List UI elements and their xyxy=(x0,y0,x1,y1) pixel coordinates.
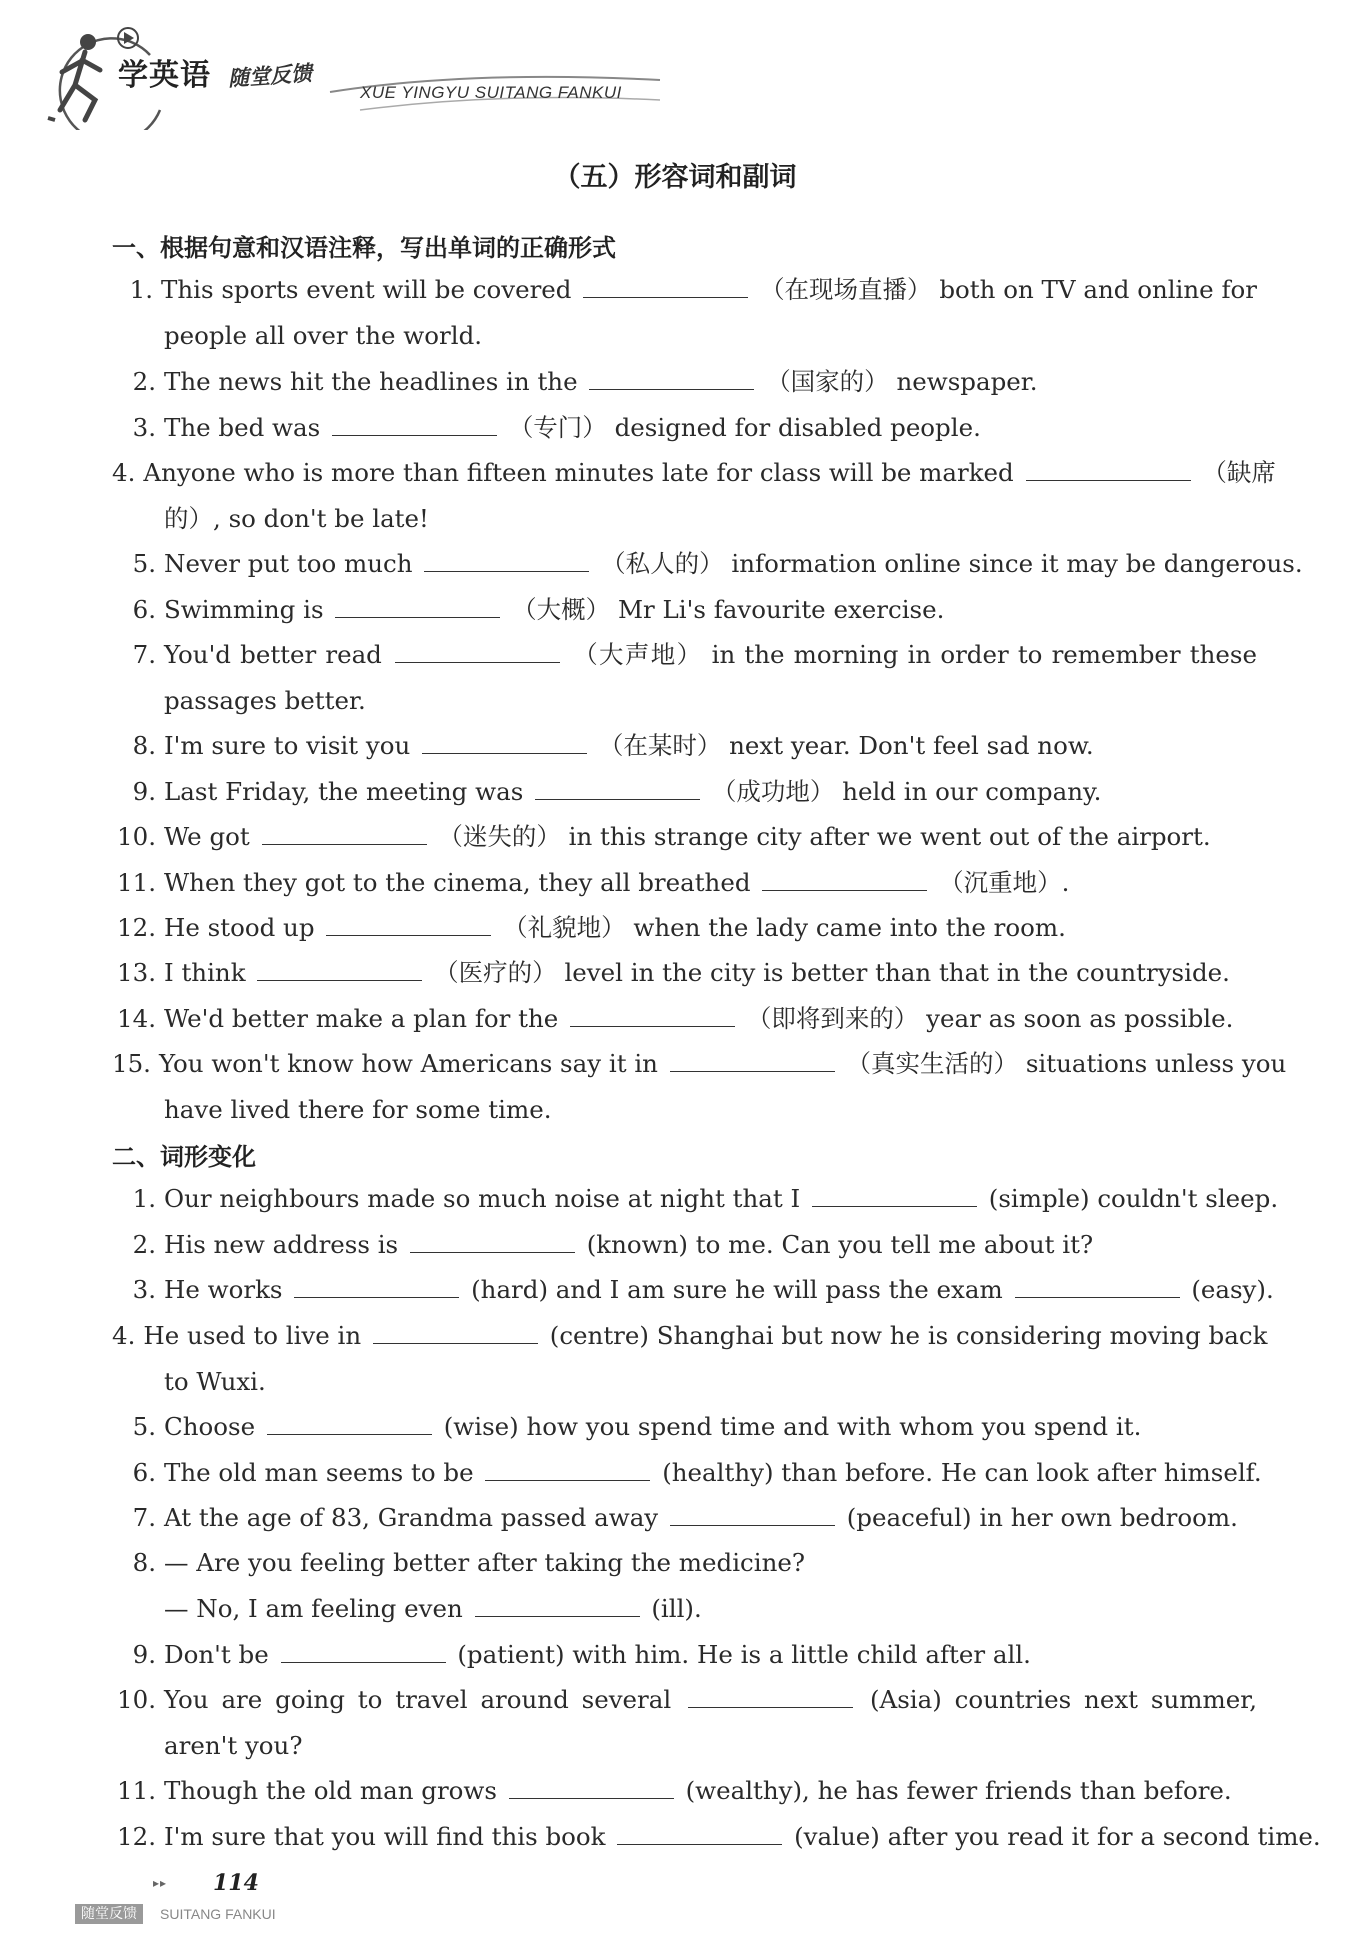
list-item: 8. I'm sure to visit you （在某时） next year. Don't feel sad now. xyxy=(132,731,1094,760)
answer-blank[interactable] xyxy=(589,369,754,390)
list-item: 8. — Are you feeling better after taking the medicine? — No, I am feeling even (ill). xyxy=(132,1548,806,1623)
list-item: 4. Anyone who is more than fifteen minutes late for class will be marked （缺席 的）, so don't be late! xyxy=(112,458,1276,533)
page-header xyxy=(0,0,1350,130)
answer-blank[interactable] xyxy=(762,870,927,891)
answer-blank[interactable] xyxy=(410,1232,575,1253)
list-item: 9. Don't be (patient) with him. He is a little child after all. xyxy=(132,1640,1031,1669)
brand-chinese-title: 学英语 xyxy=(118,58,211,93)
footer-arrows-icon: ▸▸ xyxy=(153,1876,168,1890)
section2-title: 二、词形变化 xyxy=(112,1143,256,1171)
answer-blank[interactable] xyxy=(332,415,497,436)
list-item: 12. He stood up （礼貌地） when the lady came into the room. xyxy=(117,913,1066,942)
answer-blank[interactable] xyxy=(1015,1277,1180,1298)
answer-blank[interactable] xyxy=(294,1277,459,1298)
list-item: 13. I think （医疗的） level in the city is better than that in the countryside. xyxy=(117,958,1230,987)
list-item: 11. Though the old man grows (wealthy), he has fewer friends than before. xyxy=(117,1776,1232,1805)
list-item: 1. Our neighbours made so much noise at night that I (simple) couldn't sleep. xyxy=(132,1184,1279,1213)
answer-blank[interactable] xyxy=(262,824,427,845)
answer-blank[interactable] xyxy=(422,733,587,754)
list-item: 11. When they got to the cinema, they all breathed （沉重地）. xyxy=(117,868,1070,897)
answer-blank[interactable] xyxy=(509,1778,674,1799)
answer-blank[interactable] xyxy=(257,960,422,981)
list-item: 15. You won't know how Americans say it in （真实生活的） situations unless you have lived there for some time. xyxy=(112,1049,1287,1124)
list-item: 10. You are going to travel around several (Asia) countries next summer, aren't you? xyxy=(117,1685,1257,1760)
answer-blank[interactable] xyxy=(670,1051,835,1072)
answer-blank[interactable] xyxy=(475,1596,640,1617)
answer-blank[interactable] xyxy=(395,642,560,663)
answer-blank[interactable] xyxy=(688,1687,853,1708)
answer-blank[interactable] xyxy=(535,779,700,800)
answer-blank[interactable] xyxy=(281,1642,446,1663)
answer-blank[interactable] xyxy=(373,1323,538,1344)
list-item: 1. This sports event will be covered （在现场直播） both on TV and online for people all over the world. xyxy=(129,275,1257,350)
footer-english: SUITANG FANKUI xyxy=(160,1906,276,1922)
list-item: 3. He works (hard) and I am sure he will pass the exam (easy). xyxy=(132,1275,1274,1304)
answer-blank[interactable] xyxy=(670,1505,835,1526)
list-item: 2. The news hit the headlines in the （国家的） newspaper. xyxy=(132,367,1038,396)
section1-title: 一、根据句意和汉语注释，写出单词的正确形式 xyxy=(112,234,616,262)
answer-blank[interactable] xyxy=(326,915,491,936)
answer-blank[interactable] xyxy=(1026,460,1191,481)
answer-blank[interactable] xyxy=(485,1460,650,1481)
header-logo-graphic xyxy=(0,0,680,130)
list-item: 2. His new address is (known) to me. Can you tell me about it? xyxy=(132,1230,1094,1259)
footer-badge: 随堂反馈 xyxy=(75,1904,143,1924)
page-number: 114 xyxy=(213,1870,259,1896)
list-item: 14. We'd better make a plan for the （即将到来的） year as soon as possible. xyxy=(117,1004,1234,1033)
brand-english-title: XUE YINGYU SUITANG FANKUI xyxy=(360,83,622,102)
list-item: 4. He used to live in (centre) Shanghai but now he is considering moving back to Wuxi. xyxy=(112,1321,1268,1396)
list-item: 7. At the age of 83, Grandma passed away (peaceful) in her own bedroom. xyxy=(132,1503,1238,1532)
answer-blank[interactable] xyxy=(267,1414,432,1435)
list-item: 5. Never put too much （私人的） information online since it may be dangerous. xyxy=(132,549,1303,578)
list-item: 5. Choose (wise) how you spend time and with whom you spend it. xyxy=(132,1412,1142,1441)
answer-blank[interactable] xyxy=(617,1824,782,1845)
list-item: 6. Swimming is （大概） Mr Li's favourite exercise. xyxy=(132,595,945,624)
answer-blank[interactable] xyxy=(570,1006,735,1027)
list-item: 10. We got （迷失的） in this strange city after we went out of the airport. xyxy=(117,822,1211,851)
answer-blank[interactable] xyxy=(583,277,748,298)
brand-subtitle: 随堂反馈 xyxy=(227,61,313,91)
list-item: 3. The bed was （专门） designed for disabled people. xyxy=(132,413,981,442)
list-item: 12. I'm sure that you will find this book (value) after you read it for a second time. xyxy=(117,1822,1321,1851)
answer-blank[interactable] xyxy=(424,551,589,572)
answer-blank[interactable] xyxy=(335,597,500,618)
list-item: 6. The old man seems to be (healthy) than before. He can look after himself. xyxy=(132,1458,1262,1487)
page-title: （五）形容词和副词 xyxy=(553,162,797,193)
list-item: 9. Last Friday, the meeting was （成功地） held in our company. xyxy=(132,777,1102,806)
list-item: 7. You'd better read （大声地） in the morning in order to remember these passages better. xyxy=(132,640,1257,715)
answer-blank[interactable] xyxy=(812,1186,977,1207)
